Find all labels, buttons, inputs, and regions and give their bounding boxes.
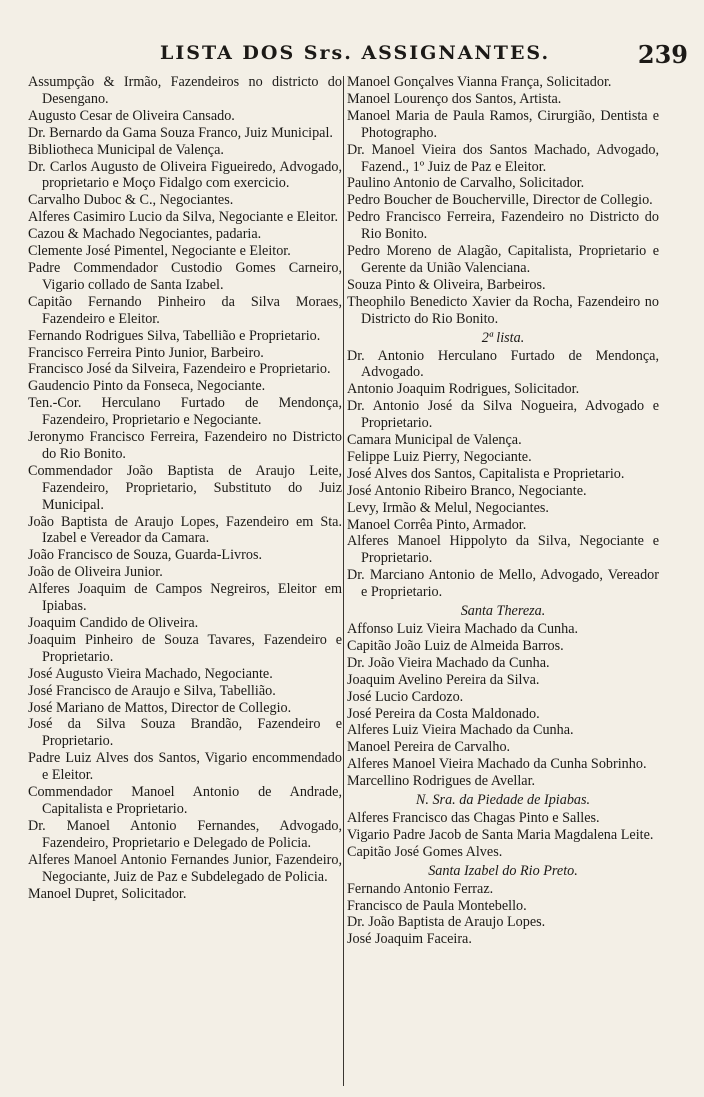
subscriber-entry: Joaquim Avelino Pereira da Silva.	[347, 671, 540, 688]
subscriber-entry: Francisco de Paula Montebello.	[347, 897, 527, 914]
subscriber-entry: Joaquim Candido de Oliveira.	[28, 615, 199, 631]
subscriber-entry: João Francisco de Souza, Guarda-Livros.	[28, 547, 263, 564]
left-column	[28, 74, 342, 1089]
subscriber-entry: Dr. Manoel Antonio Fernandes, Advogado, Fazendeiro, Proprietario e Delegado de Policia.	[28, 817, 342, 851]
subscriber-entry: Camara Municipal de Valença.	[347, 432, 522, 449]
subscriber-entry: Capitão Fernando Pinheiro da Silva Moraes, Fazendeiro e Eleitor.	[28, 293, 342, 327]
subscriber-entry: Alferes Luiz Vieira Machado da Cunha.	[347, 722, 574, 739]
subscriber-entry: José Alves dos Santos, Capitalista e Proprietario.	[347, 465, 625, 482]
subscriber-entry: João Baptista de Araujo Lopes, Fazendeiro em Sta. Izabel e Vereador da Camara.	[28, 513, 342, 547]
subscriber-entry: Dr. João Baptista de Araujo Lopes.	[347, 914, 546, 931]
subscriber-entry: Alferes Manoel Hippolyto da Silva, Negociante e Proprietario.	[347, 533, 659, 567]
subscriber-entry: Dr. Antonio Herculano Furtado de Mendonça, Advogado.	[347, 347, 659, 381]
subscriber-entry: Manoel Corrêa Pinto, Armador.	[347, 516, 527, 533]
subscriber-entry: Joaquim Pinheiro de Souza Tavares, Fazendeiro e Proprietario.	[28, 631, 342, 665]
subscriber-entry: Affonso Luiz Vieira Machado da Cunha.	[347, 621, 579, 637]
subscriber-entry: Gaudencio Pinto da Fonseca, Negociante.	[28, 378, 266, 395]
subscriber-entry: Dr. Manoel Vieira dos Santos Machado, Advogado, Fazend., 1º Juiz de Paz e Eleitor.	[347, 141, 659, 175]
subscriber-entry: Pedro Moreno de Alagão, Capitalista, Proprietario e Gerente da União Valenciana.	[347, 243, 659, 276]
subscriber-entry: Commendador Manoel Antonio de Andrade, Capitalista e Proprietario.	[28, 784, 342, 817]
subscriber-entry: Marcellino Rodrigues de Avellar.	[347, 773, 536, 790]
section-heading: 2ª lista.	[481, 329, 525, 346]
subscriber-entry: Manoel Dupret, Solicitador.	[28, 885, 187, 902]
right-column	[347, 74, 659, 1089]
subscriber-entry: Cazou & Machado Negociantes, padaria.	[28, 226, 262, 243]
subscriber-entry: José Francisco de Araujo e Silva, Tabellião.	[28, 682, 276, 699]
subscriber-entry: Dr. João Vieira Machado da Cunha.	[347, 654, 550, 671]
section-heading: N. Sra. da Piedade de Ipiabas.	[415, 792, 591, 809]
subscriber-entry: Pedro Boucher de Boucherville, Director de Collegio.	[347, 192, 653, 209]
subscriber-entry: Assumpção & Irmão, Fazendeiros no districto do Desengano.	[28, 74, 342, 107]
subscriber-entry: Padre Luiz Alves dos Santos, Vigario encommendado e Eleitor.	[28, 750, 342, 784]
subscriber-entry: Carvalho Duboc & C., Negociantes.	[28, 192, 234, 209]
subscriber-entry: Paulino Antonio de Carvalho, Solicitador.	[347, 175, 585, 192]
subscriber-entry: Dr. Marciano Antonio de Mello, Advogado, Vereador e Proprietario.	[347, 567, 659, 601]
subscriber-entry: José Lucio Cardozo.	[347, 688, 464, 705]
subscriber-entry: Dr. Antonio José da Silva Nogueira, Advogado e Proprietario.	[347, 398, 659, 432]
subscriber-entry: Capitão João Luiz de Almeida Barros.	[347, 637, 564, 654]
subscriber-entry: Antonio Joaquim Rodrigues, Solicitador.	[347, 381, 580, 398]
page-title: LISTA DOS Srs. ASSIGNANTES.	[160, 42, 551, 64]
subscriber-entry: Pedro Francisco Ferreira, Fazendeiro no Districto do Rio Bonito.	[347, 209, 659, 243]
subscriber-entry: José Antonio Ribeiro Branco, Negociante.	[347, 482, 587, 499]
subscriber-entry: Manoel Maria de Paula Ramos, Cirurgião, Dentista e Photographo.	[347, 107, 659, 141]
subscriber-entry: Vigario Padre Jacob de Santa Maria Magdalena Leite.	[347, 826, 654, 843]
subscriber-entry: Levy, Irmão & Melul, Negociantes.	[347, 499, 549, 516]
subscriber-entry: Alferes Manoel Antonio Fernandes Junior, Fazendeiro, Negociante, Juiz de Paz e Subdelegado de Policia.	[28, 851, 342, 885]
subscriber-entry: Alferes Joaquim de Campos Negreiros, Eleitor em Ipiabas.	[28, 581, 342, 615]
subscriber-entry: Souza Pinto & Oliveira, Barbeiros.	[347, 276, 546, 293]
subscriber-entry: Felippe Luiz Pierry, Negociante.	[347, 448, 532, 465]
subscriber-entry: Alferes Francisco das Chagas Pinto e Salles.	[347, 809, 600, 826]
subscriber-entry: Francisco Ferreira Pinto Junior, Barbeiro.	[28, 344, 264, 361]
page-header	[0, 40, 704, 70]
subscriber-entry: Augusto Cesar de Oliveira Cansado.	[28, 107, 235, 124]
subscriber-entry: José Augusto Vieira Machado, Negociante.	[28, 665, 273, 682]
section-heading: Santa Thereza.	[460, 603, 546, 620]
subscriber-entry: Commendador João Baptista de Araujo Leite, Fazendeiro, Proprietario, Substituto do Juiz Municipal.	[28, 462, 342, 513]
subscriber-entry: Jeronymo Francisco Ferreira, Fazendeiro no Districto do Rio Bonito.	[28, 429, 342, 462]
subscriber-entry: Bibliotheca Municipal de Valença.	[28, 141, 224, 158]
subscriber-entry: Manoel Gonçalves Vianna França, Solicitador.	[347, 74, 612, 90]
subscriber-entry: Clemente José Pimentel, Negociante e Eleitor.	[28, 243, 291, 260]
subscriber-entry: Manoel Pereira de Carvalho.	[347, 739, 511, 756]
subscriber-entry: José Pereira da Costa Maldonado.	[347, 705, 540, 722]
subscriber-entry: José Joaquim Faceira.	[347, 931, 472, 948]
subscriber-entry: Theophilo Benedicto Xavier da Rocha, Fazendeiro no Districto do Rio Bonito.	[347, 293, 659, 327]
section-heading: Santa Izabel do Rio Preto.	[428, 862, 578, 879]
subscriber-entry: Alferes Manoel Vieira Machado da Cunha Sobrinho.	[347, 756, 647, 773]
subscriber-entry: Alferes Casimiro Lucio da Silva, Negociante e Eleitor.	[28, 209, 339, 226]
subscriber-entry: Capitão José Gomes Alves.	[347, 843, 503, 860]
subscriber-entry: Fernando Antonio Ferraz.	[347, 880, 494, 897]
subscriber-entry: Fernando Rodrigues Silva, Tabellião e Proprietario.	[28, 327, 321, 344]
subscriber-entry: João de Oliveira Junior.	[28, 564, 163, 581]
subscriber-entry: Dr. Carlos Augusto de Oliveira Figueiredo, Advogado, proprietario e Moço Fidalgo com exercicio.	[28, 158, 342, 192]
subscriber-entry: Francisco José da Silveira, Fazendeiro e Proprietario.	[28, 361, 331, 378]
column-divider	[343, 76, 344, 1086]
subscriber-entry: Manoel Lourenço dos Santos, Artista.	[347, 90, 562, 107]
subscriber-entry: José Mariano de Mattos, Director de Collegio.	[28, 699, 292, 716]
subscriber-entry: Padre Commendador Custodio Gomes Carneiro, Vigario collado de Santa Izabel.	[28, 259, 342, 293]
page-number: 239	[637, 40, 688, 69]
subscriber-entry: Ten.-Cor. Herculano Furtado de Mendonça, Fazendeiro, Proprietario e Negociante.	[28, 395, 342, 429]
subscriber-entry: José da Silva Souza Brandão, Fazendeiro e Proprietario.	[28, 716, 342, 750]
subscriber-entry: Dr. Bernardo da Gama Souza Franco, Juiz Municipal.	[28, 124, 333, 141]
